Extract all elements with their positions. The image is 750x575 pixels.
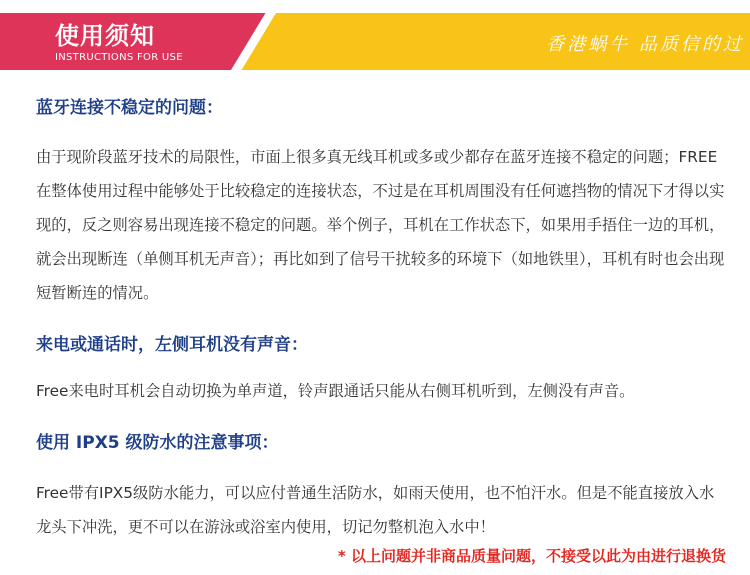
banner-slogan: 香港蜗牛 品质信的过: [546, 34, 744, 55]
section-heading-call-audio: 来电或通话时，左侧耳机没有声音：: [36, 335, 308, 355]
section-body-bluetooth: 由于现阶段蓝牙技术的局限性，市面上很多真无线耳机或多或少都存在蓝牙连接不稳定的问题；FREE在整体使用过程中能够处于比较稳定的连接状态，不过是在耳机周围没有任何遮挡物的情况下才得以实现的，反之则容易出现连接不稳定的问题。举个例子，耳机在工作状态下，如果用手捂住一边的耳机，就会出现断连（单侧耳机无声音）；再比如到了信号干扰较多的环境下（如地铁里），耳机有时也会出现短暂断连的情况。: [36, 148, 725, 302]
disclaimer-note: * 以上问题并非商品质量问题，不接受以此为由进行退换货: [337, 547, 726, 565]
banner-title: 使用须知: [55, 22, 155, 50]
section-body-waterproof: Free带有IPX5级防水能力，可以应付普通生活防水，如雨天使用，也不怕汗水。但是不能直接放入水龙头下冲洗，更不可以在游泳或浴室内使用，切记勿整机泡入水中！: [36, 484, 715, 536]
section-heading-waterproof: 使用 IPX5 级防水的注意事项：: [36, 433, 279, 453]
banner-subtitle: INSTRUCTIONS FOR USE: [55, 52, 183, 63]
section-heading-bluetooth: 蓝牙连接不稳定的问题：: [36, 98, 223, 118]
section-body-call-audio: Free来电时耳机会自动切换为单声道，铃声跟通话只能从右侧耳机听到，左侧没有声音。: [36, 382, 635, 400]
header-banner: [0, 0, 750, 70]
